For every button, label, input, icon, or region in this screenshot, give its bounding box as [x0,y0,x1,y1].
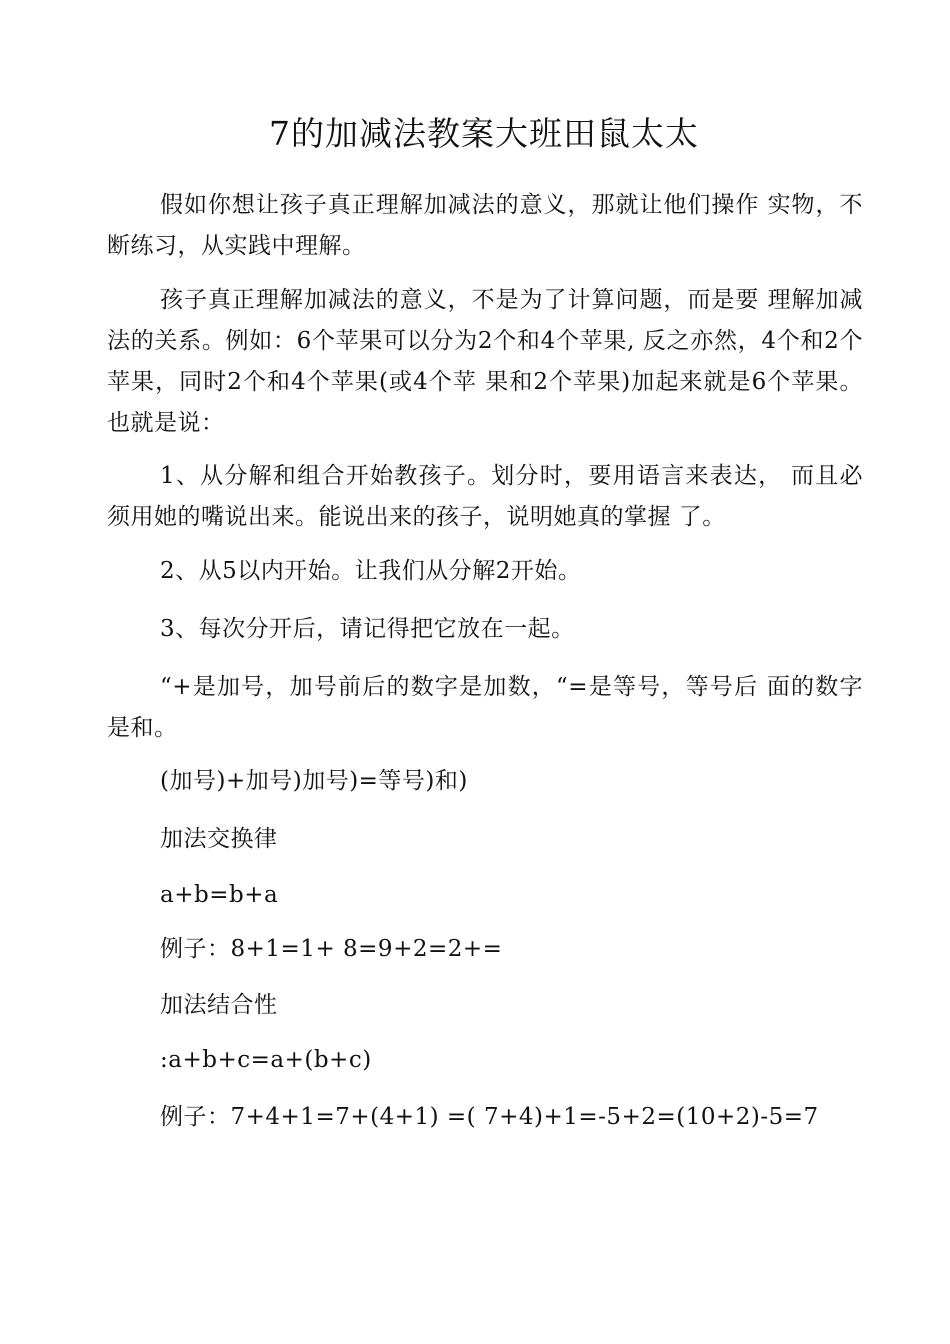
formula-associative: :a+b+c=a+(b+c) [160,1047,372,1073]
example-associative: 例子：7+4+1=7+(4+1) =( 7+4)+1=-5+2=(10+2)-5=7 [160,1104,819,1130]
paragraph-step-1: 1、从分解和组合开始教孩子。划分时，要用语言来表达， 而且必须用她的嘴说出来。能说出来的孩子，说明她真的掌握 了。 [107,463,863,530]
paragraph-intro: 假如你想让孩子真正理解加减法的意义，那就让他们操作 实物，不断练习，从实践中理解。 [107,192,863,259]
document-title: 7的加减法教案大班田鼠太太 [269,114,699,153]
paragraph-signs: “+是加号，加号前后的数字是加数，“=是等号，等号后 面的数字是和。 [107,674,863,741]
example-commutative: 例子：8+1=1+ 8=9+2=2+= [160,936,503,962]
line-sign-names: (加号)+加号)加号)=等号)和) [160,768,468,794]
paragraph-step-3: 3、每次分开后，请记得把它放在一起。 [160,616,575,642]
heading-commutative-law: 加法交换律 [160,826,278,852]
formula-commutative: a+b=b+a [160,882,279,908]
paragraph-step-2: 2、从5以内开始。让我们从分解2开始。 [160,558,582,584]
paragraph-understanding: 孩子真正理解加减法的意义，不是为了计算问题，而是要 理解加减法的关系。例如：6个苹果可以分为2个和4个苹果, 反之亦然，4个和2个苹果，同时2个和4个苹果(或4个苹 果和2个苹果)加起来就是6个苹果。也就是说： [107,287,863,436]
heading-associative-law: 加法结合性 [160,992,278,1018]
